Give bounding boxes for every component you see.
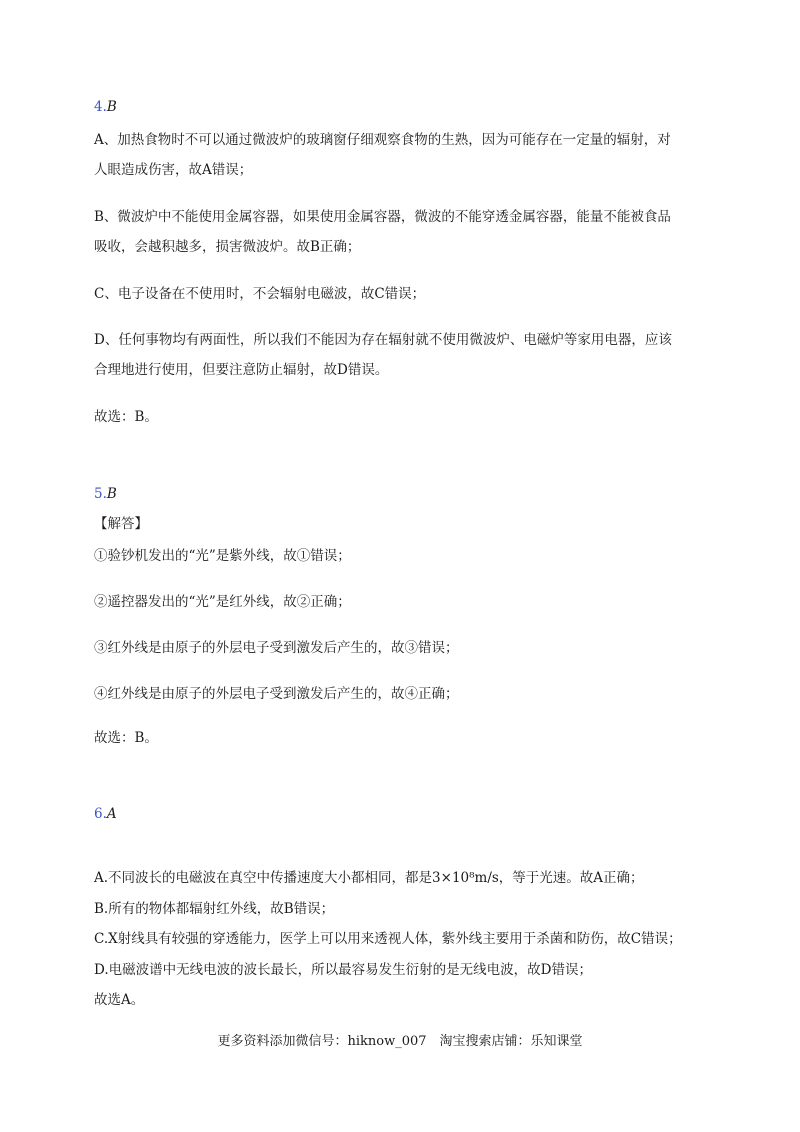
q5-solution-label: 【解答】 (94, 516, 148, 532)
page-footer: 更多资料添加微信号：hiknow_007 淘宝搜索店铺：乐知课堂 (217, 1034, 583, 1049)
q6-option-a: A.不同波长的电磁波在真空中传播速度大小都相同，都是3×10⁸m/s，等于光速。故A正确； (94, 870, 644, 886)
q6-conclusion: 故选A。 (94, 992, 145, 1008)
q6-heading: 6.A (94, 806, 117, 822)
q4-option-a-line2: 人眼造成伤害，故A错误； (94, 162, 253, 178)
q4-option-a-line1: A、加热食物时不可以通过微波炉的玻璃窗仔细观察食物的生熟，因为可能存在一定量的辐射，对 (94, 132, 671, 148)
q4-option-c: C、电子设备在不使用时，不会辐射电磁波，故C错误； (94, 286, 426, 302)
q5-heading: 5.B (94, 486, 117, 502)
q6-option-c: C.X射线具有较强的穿透能力，医学上可以用来透视人体，紫外线主要用于杀菌和防伤，故C错误； (94, 931, 682, 947)
q4-heading: 4.B (94, 99, 117, 115)
q5-item-4: ④红外线是由原子的外层电子受到激发后产生的，故④正确； (94, 686, 459, 702)
q5-conclusion: 故选：B。 (94, 730, 158, 746)
q4-conclusion: 故选：B。 (94, 409, 158, 425)
q4-option-b-line2: 吸收，会越积越多，损害微波炉。故B正确； (94, 239, 361, 255)
q4-option-d-line1: D、任何事物均有两面性，所以我们不能因为存在辐射就不使用微波炉、电磁炉等家用电器，应该 (94, 332, 672, 348)
q5-item-2: ②遥控器发出的“光”是红外线，故②正确； (94, 594, 351, 610)
q5-item-1: ①验钞机发出的“光”是紫外线，故①错误； (94, 548, 351, 564)
q4-option-d-line2: 合理地进行使用，但要注意防止辐射，故D错误。 (94, 362, 389, 378)
q6-option-b: B.所有的物体都辐射红外线，故B错误； (94, 901, 335, 917)
q5-item-3: ③红外线是由原子的外层电子受到激发后产生的，故③错误； (94, 640, 459, 656)
q6-option-d: D.电磁波谱中无线电波的波长最长，所以最容易发生衍射的是无线电波，故D错误； (94, 962, 592, 978)
q4-option-b-line1: B、微波炉中不能使用金属容器，如果使用金属容器，微波的不能穿透金属容器，能量不能被食品 (94, 209, 671, 225)
